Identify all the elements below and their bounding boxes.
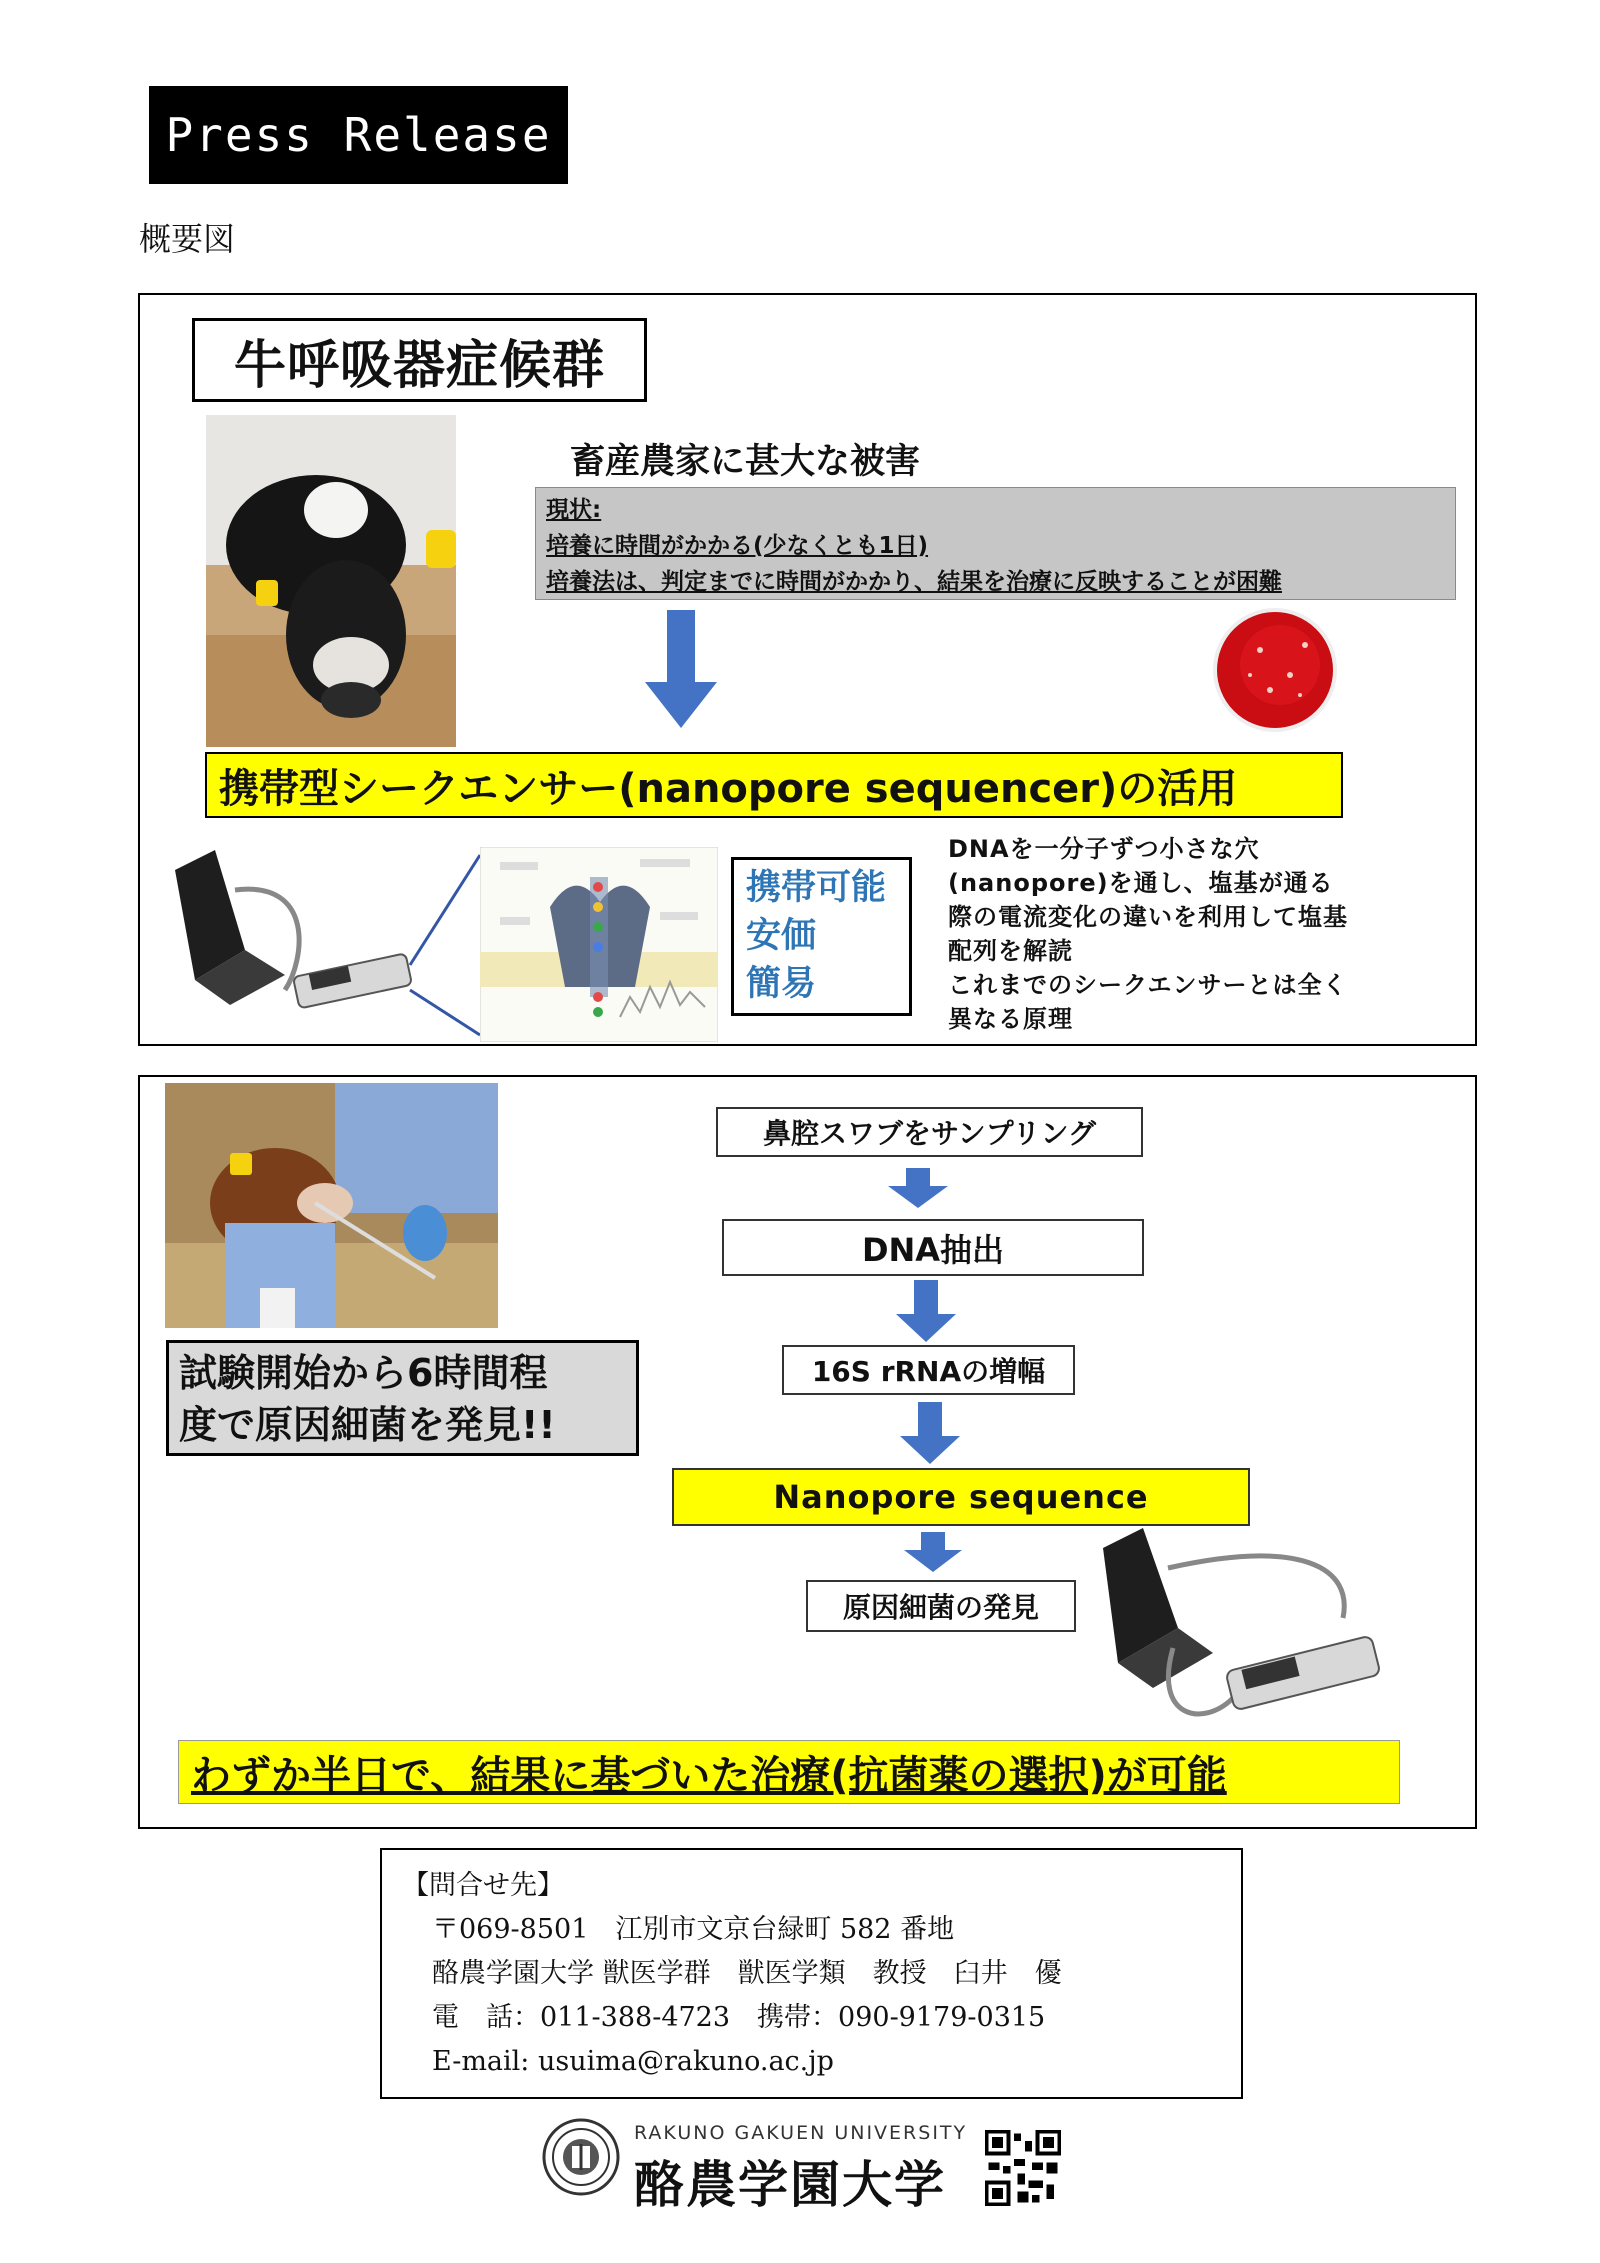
result-line: 度で原因細菌を発見!! bbox=[179, 1403, 556, 1447]
nanopore-device-illustration bbox=[175, 840, 495, 1040]
cow-photo bbox=[206, 415, 456, 747]
conclusion-banner bbox=[178, 1740, 1400, 1804]
flow-step-nasal-swab: 鼻腔スワブをサンプリング bbox=[716, 1107, 1143, 1157]
contact-phone: 電 話：011-388-4723 携帯：090-9179-0315 bbox=[432, 2002, 1046, 2033]
down-arrow-icon bbox=[888, 1168, 948, 1208]
down-arrow-icon bbox=[645, 610, 717, 728]
press-release-banner: Press Release bbox=[149, 86, 568, 184]
flow-step-16s-amplification: 16S rRNAの増幅 bbox=[782, 1345, 1075, 1395]
description-line: DNAを一分子ずつ小さな穴 bbox=[948, 835, 1260, 863]
flow-step-identify-bacteria: 原因細菌の発見 bbox=[806, 1580, 1076, 1632]
overview-label: 概要図 bbox=[139, 220, 236, 258]
current-status-box bbox=[535, 487, 1456, 600]
status-line-culture-time: 培養に時間がかかる(少なくとも1日) bbox=[546, 533, 929, 559]
damage-title: 畜産農家に甚大な被害 bbox=[570, 442, 921, 482]
flow-step-nanopore-sequence: Nanopore sequence bbox=[672, 1468, 1250, 1526]
agar-plate-image bbox=[1210, 605, 1340, 735]
description-line: これまでのシークエンサーとは全く bbox=[948, 971, 1348, 999]
description-line: (nanopore)を通し、塩基が通る bbox=[948, 869, 1334, 897]
contact-email[interactable]: E-mail: usuima@rakuno.ac.jp bbox=[432, 2046, 834, 2077]
description-line: 異なる原理 bbox=[948, 1005, 1073, 1033]
status-line-culture-difficulty: 培養法は、判定までに時間がかかり、結果を治療に反映することが困難 bbox=[546, 569, 1282, 595]
dna-sequencing-description bbox=[948, 832, 1388, 1036]
contact-person: 酪農学園大学 獣医学群 獣医学類 教授 臼井 優 bbox=[432, 1958, 1062, 1989]
result-time-box bbox=[166, 1340, 639, 1456]
result-line: 試験開始から6時間程 bbox=[179, 1351, 548, 1395]
nanopore-device-illustration bbox=[1103, 1528, 1393, 1733]
feature-portable: 携帯可能 bbox=[746, 868, 887, 908]
feature-simple: 簡易 bbox=[746, 964, 817, 1004]
nasal-swab-photo bbox=[165, 1083, 498, 1328]
university-seal-logo bbox=[542, 2118, 620, 2196]
qr-code-icon[interactable] bbox=[985, 2130, 1061, 2206]
contact-address: 〒069-8501 江別市文京台緑町 582 番地 bbox=[432, 1914, 955, 1945]
university-name-en: RAKUNO GAKUEN UNIVERSITY bbox=[634, 2122, 968, 2144]
down-arrow-icon bbox=[896, 1280, 956, 1342]
contact-info-box bbox=[380, 1848, 1243, 2099]
conclusion-text: わずか半日で、結果に基づいた治療(抗菌薬の選択)が可能 bbox=[191, 1752, 1227, 1799]
flow-step-dna-extraction: DNA抽出 bbox=[722, 1219, 1144, 1276]
feature-inexpensive: 安価 bbox=[746, 916, 817, 956]
description-line: 配列を解読 bbox=[948, 937, 1073, 965]
description-line: 際の電流変化の違いを利用して塩基 bbox=[948, 903, 1348, 931]
nanopore-mechanism-diagram bbox=[480, 847, 718, 1042]
university-name-jp: 酪農学園大学 bbox=[634, 2156, 946, 2214]
portable-sequencer-banner: 携帯型シークエンサー(nanopore sequencer)の活用 bbox=[205, 752, 1343, 818]
status-heading: 現状: bbox=[546, 497, 602, 523]
down-arrow-icon bbox=[904, 1532, 962, 1572]
contact-heading: 【問合せ先】 bbox=[402, 1870, 564, 1901]
brd-title: 牛呼吸器症候群 bbox=[192, 318, 647, 402]
down-arrow-icon bbox=[900, 1402, 960, 1464]
features-box bbox=[731, 857, 912, 1016]
